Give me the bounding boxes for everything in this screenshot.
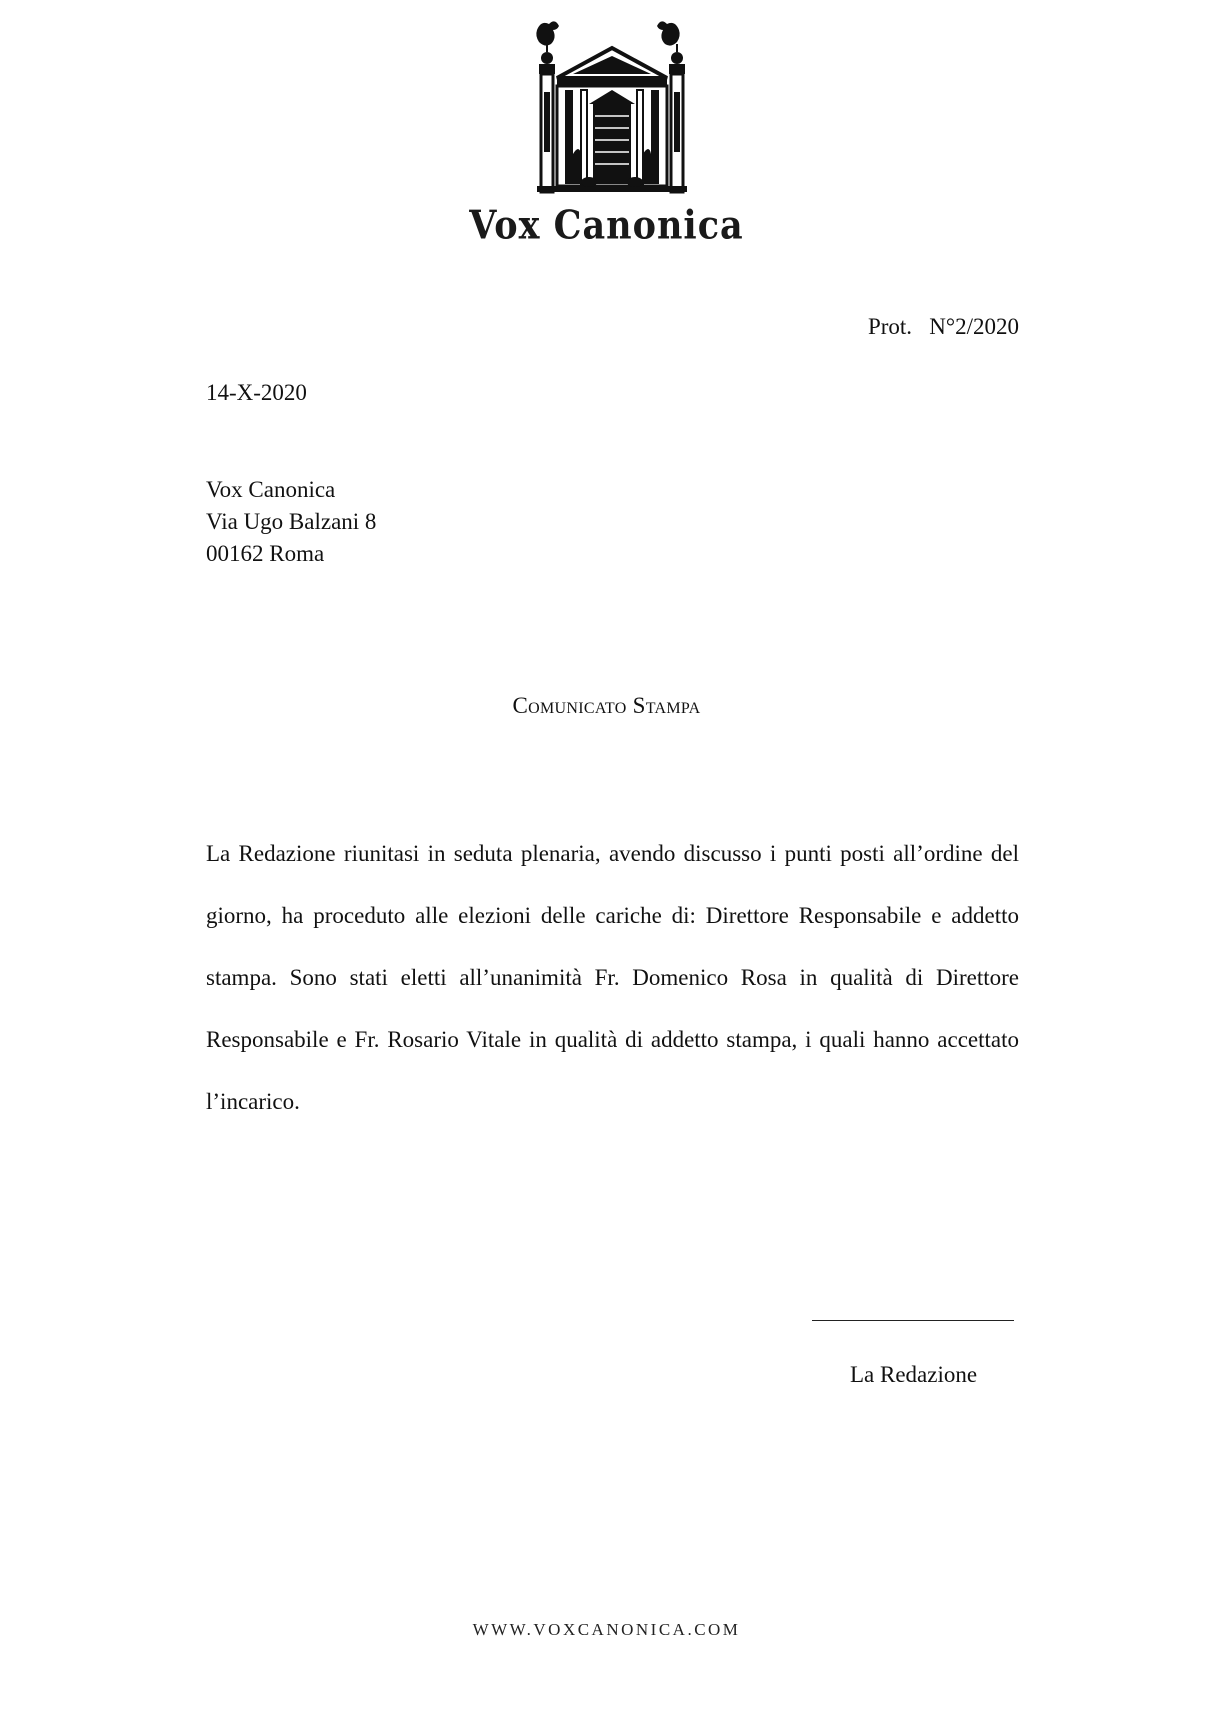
footer-website: WWW.VOXCANONICA.COM	[472, 1620, 741, 1639]
signature-line	[812, 1320, 1014, 1321]
address-line: Vox Canonica	[206, 477, 336, 502]
basilica-logo-icon	[517, 12, 707, 202]
body-paragraph: La Redazione riunitasi in seduta plenaria, avendo discusso i punti posti all’ordine del giorno, ha proceduto alle elezioni delle cariche di: Direttore Responsabile e addetto stampa. Sono stati eletti all’unanimità Fr. Domenico Rosa in qualità di Direttore Responsabile e Fr. Rosario Vitale in qualità di addetto stampa, i quali hanno accettato l’incarico.	[206, 841, 1019, 1114]
recipient-address	[206, 474, 376, 570]
document-title: Comunicato Stampa	[512, 693, 701, 718]
letter-date: 14-X-2020	[206, 380, 307, 405]
address-line: 00162 Roma	[206, 541, 325, 566]
address-line: Via Ugo Balzani 8	[206, 509, 377, 534]
masthead-title: Vox Canonica	[469, 202, 744, 249]
signature-name: La Redazione	[850, 1362, 978, 1387]
protocol-number: Prot. N°2/2020	[867, 314, 1019, 339]
